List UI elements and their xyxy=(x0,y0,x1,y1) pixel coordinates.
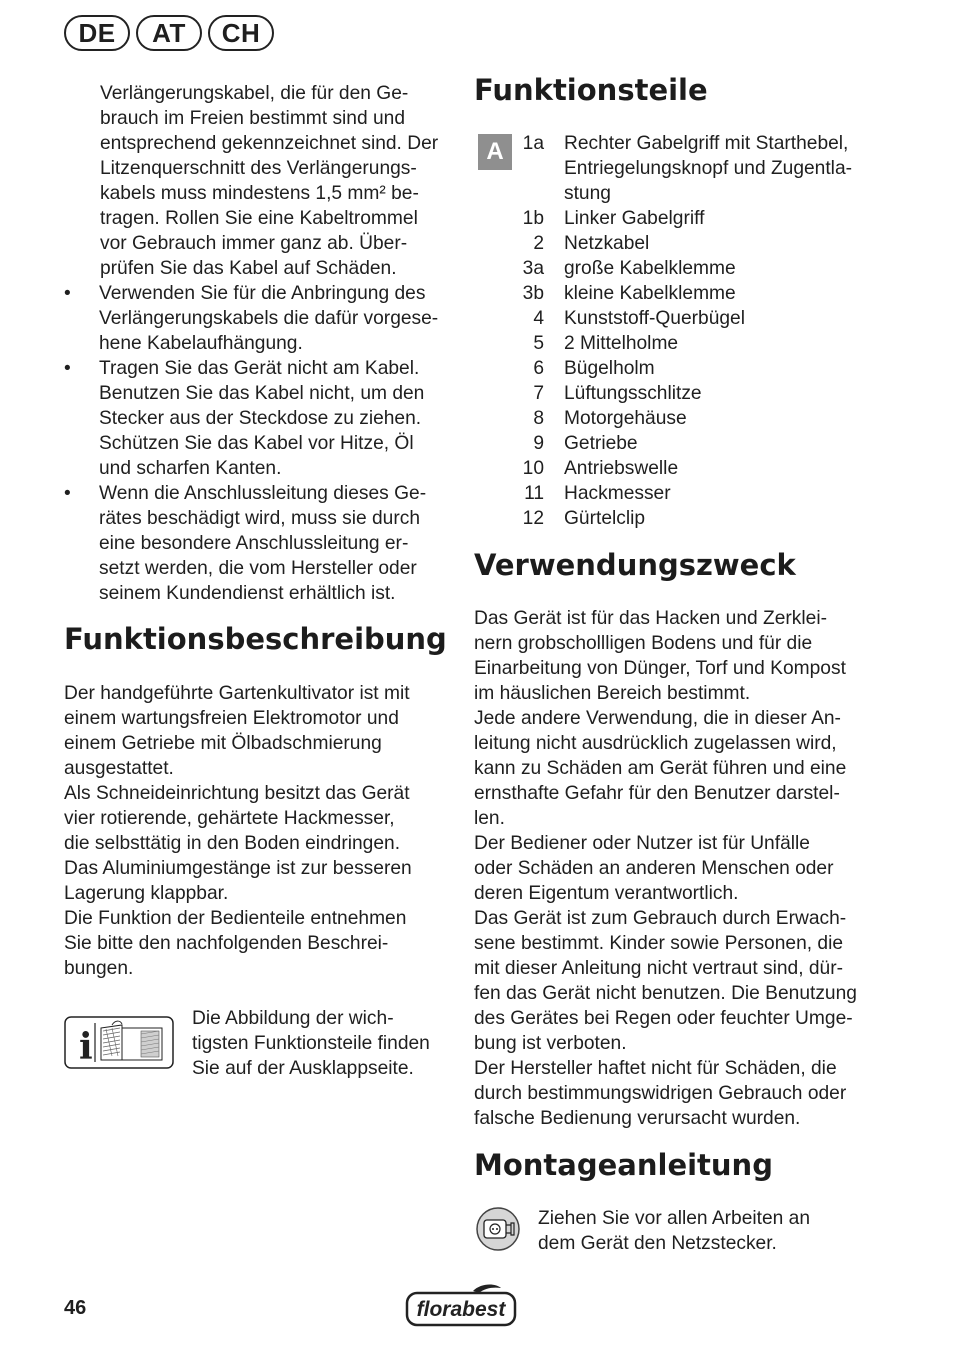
part-number: 10 xyxy=(522,458,544,479)
text-line: Ziehen Sie vor allen Arbeiten an xyxy=(538,1208,810,1229)
text-line: entsprechend gekennzeichnet sind. Der xyxy=(100,133,439,154)
text-line: des Gerätes bei Regen oder feuchter Umge- xyxy=(474,1008,853,1029)
text-line: deren Eigentum verantwortlich. xyxy=(474,883,739,904)
part-number: 1a xyxy=(522,133,544,154)
text-line: Die Abbildung der wich- xyxy=(192,1008,394,1029)
text-line: Stecker aus der Steckdose zu ziehen. xyxy=(99,408,422,429)
intro-continuation xyxy=(100,81,460,281)
text-line: bung ist verboten. xyxy=(474,1033,627,1054)
part-label: Hackmesser xyxy=(564,483,671,504)
parts-list-item xyxy=(474,131,874,206)
part-label: stung xyxy=(564,183,611,204)
text-line: einem wartungsfreien Elektromotor und xyxy=(64,708,399,729)
text-line: mit dieser Anleitung nicht vertraut sind, dür- xyxy=(474,958,844,979)
florabest-logo xyxy=(405,1283,517,1327)
text-line: kann zu Schäden am Gerät führen und eine xyxy=(474,758,847,779)
info-note-text xyxy=(192,1006,462,1081)
part-label: Entriegelungsknopf und Zugentla- xyxy=(564,158,853,179)
part-number: 3b xyxy=(522,283,544,304)
language-badges xyxy=(64,15,274,51)
bullet-item xyxy=(64,356,464,481)
part-number: 4 xyxy=(533,308,544,329)
language-badge-at: AT xyxy=(136,15,202,51)
parts-list-item xyxy=(474,331,874,356)
text-line: im häuslichen Bereich bestimmt. xyxy=(474,683,751,704)
parts-list-item xyxy=(474,306,874,331)
text-line: hene Kabelaufhängung. xyxy=(99,333,303,354)
part-number: 2 xyxy=(533,233,544,254)
heading-funktionsteile: Funktionsteile xyxy=(474,73,708,107)
unplug-icon xyxy=(474,1205,522,1253)
text-line: len. xyxy=(474,808,505,829)
text-line: einem Getriebe mit Ölbadschmierung xyxy=(64,733,382,754)
text-line: Wenn die Anschlussleitung dieses Ge- xyxy=(99,483,427,504)
text-line: Sie auf der Ausklappseite. xyxy=(192,1058,414,1079)
part-label: 2 Mittelholme xyxy=(564,333,679,354)
text-line: Tragen Sie das Gerät nicht am Kabel. xyxy=(99,358,420,379)
parts-list-item xyxy=(474,506,874,531)
text-line: ernsthafte Gefahr für den Benutzer darstel- xyxy=(474,783,840,804)
language-badge-de: DE xyxy=(64,15,130,51)
text-line: seinem Kundendienst erhältlich ist. xyxy=(99,583,396,604)
text-line: tragen. Rollen Sie eine Kabeltrommel xyxy=(100,208,418,229)
text-line: Der Bediener oder Nutzer ist für Unfälle xyxy=(474,833,810,854)
text-line: Die Funktion der Bedienteile entnehmen xyxy=(64,908,407,929)
text-line: Das Aluminiumgestänge ist zur besseren xyxy=(64,858,412,879)
part-label: Kunststoff-Querbügel xyxy=(564,308,745,329)
text-line: und scharfen Kanten. xyxy=(99,458,282,479)
montage-note-text xyxy=(538,1206,858,1256)
part-label: große Kabelklemme xyxy=(564,258,736,279)
part-number: 6 xyxy=(533,358,544,379)
bullet-item xyxy=(64,481,464,606)
bullet-dot: • xyxy=(64,283,71,304)
info-foldout-icon xyxy=(64,1016,174,1069)
part-number: 11 xyxy=(524,483,544,504)
parts-list-item xyxy=(474,356,874,381)
text-line: eine besondere Anschlussleitung er- xyxy=(99,533,409,554)
part-label: Bügelholm xyxy=(564,358,655,379)
language-badge-ch: CH xyxy=(208,15,274,51)
text-line: nern grobschollligen Bodens und für die xyxy=(474,633,813,654)
part-label: Getriebe xyxy=(564,433,638,454)
text-line: ausgestattet. xyxy=(64,758,174,779)
part-number: 3a xyxy=(522,258,544,279)
bullet-item xyxy=(64,281,464,356)
part-label: Motorgehäuse xyxy=(564,408,687,429)
parts-list-item xyxy=(474,231,874,256)
bullet-list xyxy=(64,281,464,606)
heading-verwendungszweck: Verwendungszweck xyxy=(474,548,796,582)
text-line: Schützen Sie das Kabel vor Hitze, Öl xyxy=(99,433,414,454)
text-line: Der handgeführte Gartenkultivator ist mit xyxy=(64,683,410,704)
text-line: tigsten Funktionsteile finden xyxy=(192,1033,430,1054)
heading-funktionsbeschreibung: Funktionsbeschreibung xyxy=(64,622,447,656)
parts-list-item xyxy=(474,456,874,481)
text-line: Verlängerungskabels die dafür vorgese- xyxy=(99,308,439,329)
text-line: vor Gebrauch immer ganz ab. Über- xyxy=(100,233,408,254)
text-line: durch bestimmungswidrigen Gebrauch oder xyxy=(474,1083,847,1104)
parts-list-item xyxy=(474,381,874,406)
text-line: rätes beschädigt wird, muss sie durch xyxy=(99,508,420,529)
text-line: kabels muss mindestens 1,5 mm² be- xyxy=(100,183,419,204)
text-line: die selbsttätig in den Boden eindringen. xyxy=(64,833,401,854)
svg-text:i: i xyxy=(79,1026,93,1068)
text-line: Das Gerät ist für das Hacken und Zerklei- xyxy=(474,608,827,629)
text-line: Verwenden Sie für die Anbringung des xyxy=(99,283,426,304)
page-number: 46 xyxy=(64,1297,87,1319)
parts-list xyxy=(474,131,874,531)
bullet-dot: • xyxy=(64,358,71,379)
text-line: Der Hersteller haftet nicht für Schäden, die xyxy=(474,1058,837,1079)
text-line: fen das Gerät nicht benutzen. Die Benutzung xyxy=(474,983,857,1004)
parts-list-item xyxy=(474,406,874,431)
part-number: 1b xyxy=(522,208,544,229)
parts-list-item xyxy=(474,281,874,306)
part-label: Linker Gabelgriff xyxy=(564,208,705,229)
text-line: sene bestimmt. Kinder sowie Personen, die xyxy=(474,933,844,954)
text-line: leitung nicht ausdrücklich zugelassen wird, xyxy=(474,733,837,754)
brand-text: florabest xyxy=(416,1298,506,1321)
text-line: bungen. xyxy=(64,958,134,979)
text-line: Einarbeitung von Dünger, Torf und Kompost xyxy=(474,658,846,679)
part-number: 5 xyxy=(533,333,544,354)
part-number: 7 xyxy=(533,383,544,404)
part-label: Netzkabel xyxy=(564,233,650,254)
parts-list-item xyxy=(474,206,874,231)
text-line: Litzenquerschnitt des Verlängerungs- xyxy=(100,158,417,179)
part-label: Lüftungsschlitze xyxy=(564,383,702,404)
part-number: 12 xyxy=(522,508,544,529)
text-line: Das Gerät ist zum Gebrauch durch Erwach- xyxy=(474,908,847,929)
text-line: Verlängerungskabel, die für den Ge- xyxy=(100,83,409,104)
part-label: Rechter Gabelgriff mit Starthebel, xyxy=(564,133,849,154)
part-number: 9 xyxy=(533,433,544,454)
text-line: prüfen Sie das Kabel auf Schäden. xyxy=(100,258,397,279)
figure-badge: A xyxy=(478,134,512,170)
part-label: Gürtelclip xyxy=(564,508,646,529)
parts-list-item xyxy=(474,256,874,281)
funktionsbeschreibung-text xyxy=(64,681,454,981)
bullet-dot: • xyxy=(64,483,71,504)
text-line: Benutzen Sie das Kabel nicht, um den xyxy=(99,383,425,404)
parts-list-item xyxy=(474,481,874,506)
text-line: Sie bitte den nachfolgenden Beschrei- xyxy=(64,933,389,954)
text-line: Als Schneideinrichtung besitzt das Gerät xyxy=(64,783,410,804)
text-line: Lagerung klappbar. xyxy=(64,883,229,904)
verwendungszweck-text xyxy=(474,606,874,1131)
heading-montageanleitung: Montageanleitung xyxy=(474,1148,773,1182)
text-line: Jede andere Verwendung, die in dieser An- xyxy=(474,708,841,729)
text-line: falsche Bedienung verursacht wurden. xyxy=(474,1108,801,1129)
part-label: Antriebswelle xyxy=(564,458,679,479)
part-number: 8 xyxy=(533,408,544,429)
text-line: setzt werden, die vom Hersteller oder xyxy=(99,558,417,579)
part-label: kleine Kabelklemme xyxy=(564,283,736,304)
text-line: oder Schäden an anderen Menschen oder xyxy=(474,858,834,879)
text-line: vier rotierende, gehärtete Hackmesser, xyxy=(64,808,395,829)
parts-list-item xyxy=(474,431,874,456)
text-line: brauch im Freien bestimmt sind und xyxy=(100,108,405,129)
text-line: dem Gerät den Netzstecker. xyxy=(538,1233,777,1254)
